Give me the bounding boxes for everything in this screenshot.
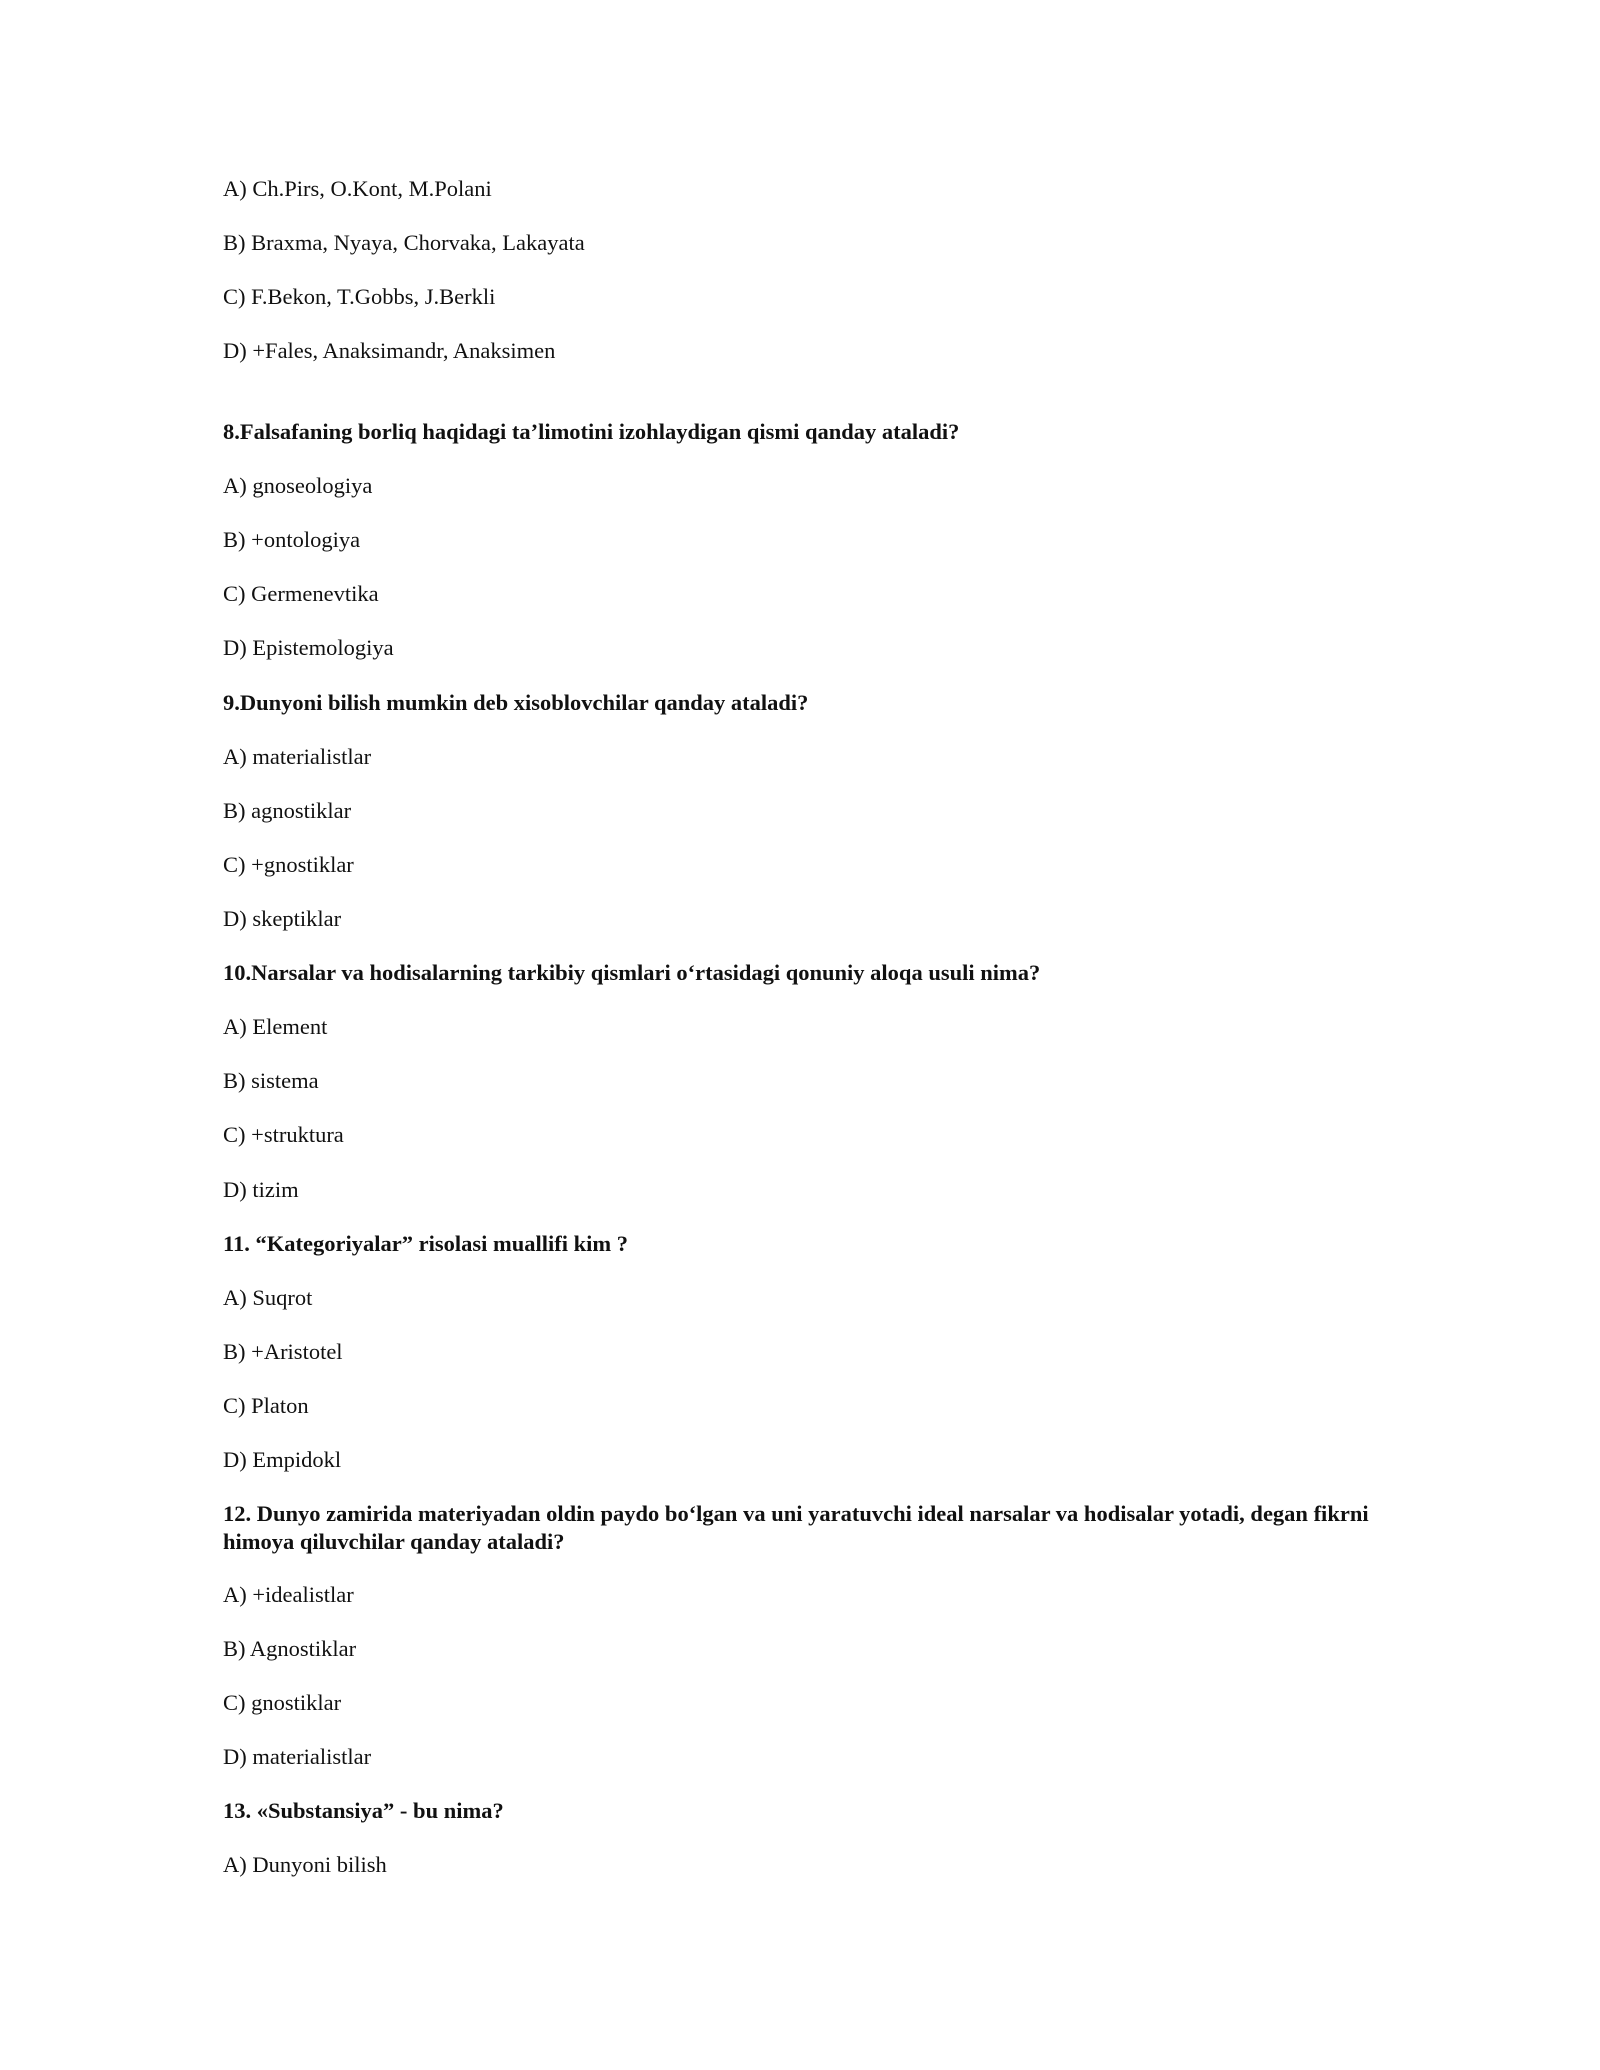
- option-line: D) materialistlar: [223, 1744, 372, 1769]
- question-heading: 12. Dunyo zamirida materiyadan oldin paydo bo‘lgan va uni yaratuvchi ideal narsalar va hodisalar yotadi, degan fikrni himoya qiluvchilar qanday ataladi?: [223, 1501, 1369, 1554]
- option-line: D) Empidokl: [223, 1447, 342, 1472]
- option-line: C) +gnostiklar: [223, 852, 354, 877]
- option-line: C) gnostiklar: [223, 1690, 342, 1715]
- option-line: C) +struktura: [223, 1122, 344, 1147]
- option-line: C) Germenevtika: [223, 581, 379, 606]
- option-line: D) tizim: [223, 1177, 299, 1202]
- option-line: A) Ch.Pirs, O.Kont, M.Polani: [223, 176, 492, 201]
- option-line: B) Agnostiklar: [223, 1636, 357, 1661]
- option-line: C) F.Bekon, T.Gobbs, J.Berkli: [223, 284, 496, 309]
- option-line: B) +Aristotel: [223, 1339, 343, 1364]
- option-line: C) Platon: [223, 1393, 309, 1418]
- option-line: B) Braxma, Nyaya, Chorvaka, Lakayata: [223, 230, 585, 255]
- option-line: B) +ontologiya: [223, 527, 361, 552]
- question-heading: 8.Falsafaning borliq haqidagi ta’limotini izohlaydigan qismi qanday ataladi?: [223, 419, 960, 444]
- question-heading: 9.Dunyoni bilish mumkin deb xisoblovchilar qanday ataladi?: [223, 690, 809, 715]
- option-line: A) Suqrot: [223, 1285, 313, 1310]
- question-heading: 13. «Substansiya” - bu nima?: [223, 1798, 504, 1823]
- question-heading: 10.Narsalar va hodisalarning tarkibiy qismlari o‘rtasidagi qonuniy aloqa usuli nima?: [223, 960, 1041, 985]
- option-line: A) materialistlar: [223, 744, 372, 769]
- option-line: A) gnoseologiya: [223, 473, 373, 498]
- option-line: A) Element: [223, 1014, 328, 1039]
- option-line: A) Dunyoni bilish: [223, 1852, 387, 1877]
- option-line: B) sistema: [223, 1068, 319, 1093]
- option-line: A) +idealistlar: [223, 1582, 354, 1607]
- option-line: D) +Fales, Anaksimandr, Anaksimen: [223, 338, 556, 363]
- option-line: B) agnostiklar: [223, 798, 352, 823]
- question-heading: 11. “Kategoriyalar” risolasi muallifi kim ?: [223, 1231, 628, 1256]
- option-line: D) Epistemologiya: [223, 635, 394, 660]
- option-line: D) skeptiklar: [223, 906, 342, 931]
